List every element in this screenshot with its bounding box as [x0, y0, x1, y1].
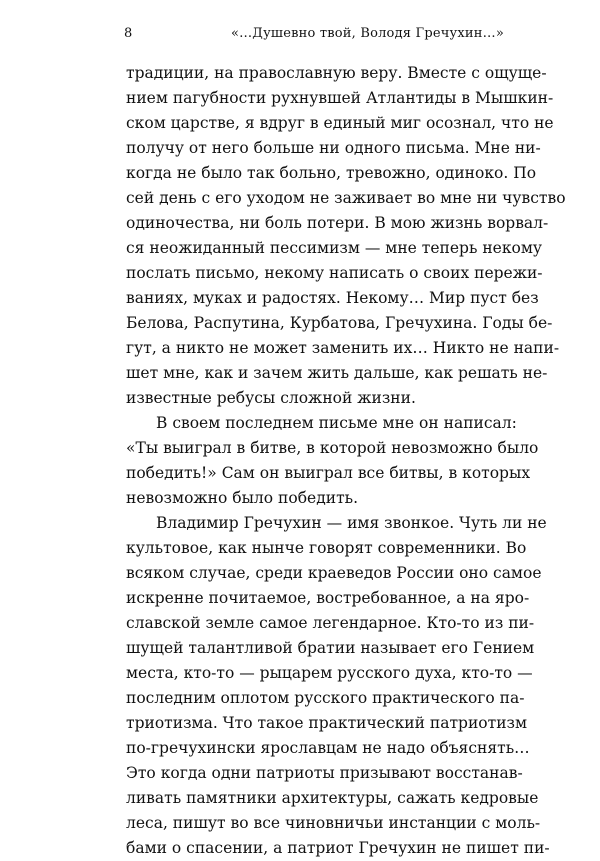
text-line: В своем последнем письме мне он написал:: [156, 414, 517, 432]
text-line: Это когда одни патриоты призывают восстанав-: [126, 764, 523, 782]
text-line: искренне почитаемое, востребованное, а на яро-: [126, 589, 530, 607]
text-line: известные ребусы сложной жизни.: [126, 389, 416, 407]
text-line: культовое, как нынче говорят современники. Во: [126, 539, 527, 557]
text-line: ливать памятники архитектуры, сажать кедровые: [126, 789, 539, 807]
text-line: получу от него больше ни одного письма. Мне ни-: [126, 139, 541, 157]
text-line: послать письмо, некому написать о своих пережи-: [126, 264, 543, 282]
text-line: сей день с его уходом не заживает во мне ни чувство: [126, 189, 566, 207]
text-line: шущей талантливой братии называет его Гением: [126, 639, 535, 657]
text-line: последним оплотом русского практического па-: [126, 689, 525, 707]
text-line: когда не было так больно, тревожно, одиноко. По: [126, 164, 537, 182]
text-line: Белова, Распутина, Курбатова, Гречухина. Годы бе-: [126, 314, 553, 332]
text-line: победить!» Сам он выиграл все битвы, в которых: [126, 464, 531, 482]
text-line: ся неожиданный пессимизм — мне теперь некому: [126, 239, 543, 257]
text-line: одиночества, ни боль потери. В мою жизнь ворвал-: [126, 214, 549, 232]
text-line: шет мне, как и зачем жить дальше, как решать не-: [126, 364, 548, 382]
text-line: ваниях, муках и радостях. Некому… Мир пуст без: [126, 289, 539, 307]
text-line: триотизма. Что такое практический патриотизм: [126, 714, 528, 732]
text-line: традиции, на православную веру. Вместе с ощуще-: [126, 64, 547, 82]
running-head: «…Душевно твой, Володя Гречухин…»: [230, 26, 504, 41]
page-header: [124, 24, 504, 44]
text-line: невозможно было победить.: [126, 489, 359, 507]
text-line: Владимир Гречухин — имя звонкое. Чуть ли не: [156, 514, 547, 532]
text-line: всяком случае, среди краеведов России оно самое: [126, 564, 542, 582]
text-line: гут, а никто не может заменить их… Никто не напи-: [126, 339, 560, 357]
page-number: 8: [124, 26, 133, 41]
body-text: [126, 61, 566, 861]
text-line: славской земле самое легендарное. Кто-то из пи-: [126, 614, 535, 632]
text-line: ском царстве, я вдруг в единый миг осознал, что не: [126, 114, 554, 132]
text-line: леса, пишут во все чиновничьи инстанции с моль-: [126, 814, 541, 832]
text-line: бами о спасении, а патриот Гречухин не пишет пи-: [126, 839, 550, 857]
text-line: «Ты выиграл в битве, в которой невозможно было: [126, 439, 539, 457]
text-line: нием пагубности рухнувшей Атлантиды в Мышкин-: [126, 89, 554, 107]
text-line: по-гречухински ярославцам не надо объяснять…: [126, 739, 530, 757]
text-line: места, кто-то — рыцарем русского духа, кто-то —: [126, 664, 533, 682]
